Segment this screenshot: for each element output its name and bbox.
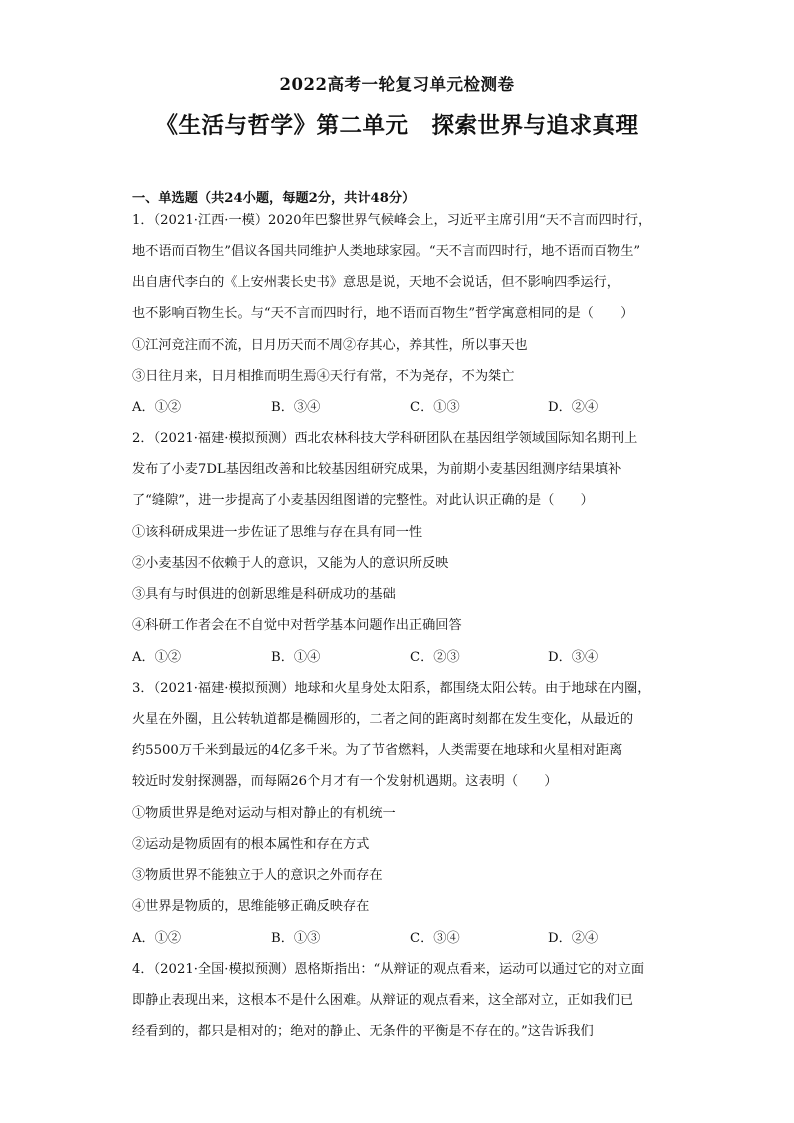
q2-line-1: 2．（2021·福建·模拟预测）西北农林科技大学科研团队在基因组学领域国际知名期刊上: [132, 431, 638, 446]
q1-line-6: ③日往月来，日月相推而明生焉④天行有常，不为尧存，不为桀亡: [132, 369, 515, 384]
q2-line-7: ④科研工作者会在不自觉中对哲学基本问题作出正确回答: [132, 618, 462, 633]
q2-option-d: D．③④: [548, 650, 599, 665]
q2-option-c: C．②③: [410, 650, 460, 665]
q1-line-1: 1．（2021·江西·一模）2020年巴黎世界气候峰会上，习近平主席引用“天不言而四时行，: [132, 213, 652, 228]
q3-option-c: C．③④: [410, 931, 460, 946]
q1-line-2: 地不语而百物生”倡议各国共同维护人类地球家园。“天不言而四时行，地不语而百物生”: [132, 244, 641, 259]
q3-line-3: 约5500万千米到最远的4亿多千米。为了节省燃料，人类需要在地球和火星相对距离: [132, 743, 623, 758]
q2-line-3: 了“缝隙”，进一步提高了小麦基因组图谱的完整性。对此认识正确的是（ ）: [132, 493, 594, 508]
q3-option-b: B．①③: [271, 931, 321, 946]
q3-option-d: D．②④: [548, 931, 599, 946]
exam-subtitle: 《生活与哲学》第二单元 探索世界与追求真理: [155, 113, 639, 139]
q3-line-1: 3．（2021·福建·模拟预测）地球和火星身处太阳系，都围绕太阳公转。由于地球在内圈，: [132, 681, 651, 696]
q2-line-2: 发布了小麦7DL基因组改善和比较基因组研究成果，为前期小麦基因组测序结果填补: [132, 462, 622, 477]
q3-line-5: ①物质世界是绝对运动与相对静止的有机统一: [132, 806, 396, 821]
q2-line-5: ②小麦基因不依赖于人的意识，又能为人的意识所反映: [132, 556, 449, 571]
q1-option-a: A．①②: [132, 400, 182, 415]
q3-line-2: 火星在外圈，且公转轨道都是椭圆形的，二者之间的距离时刻都在发生变化，从最近的: [132, 712, 634, 727]
q2-options: [132, 649, 672, 667]
q3-options: [132, 930, 672, 948]
q1-option-c: C．①③: [410, 400, 460, 415]
q4-line-3: 经看到的，都只是相对的；绝对的静止、无条件的平衡是不存在的。”这告诉我们: [132, 1024, 594, 1039]
q3-line-8: ④世界是物质的，思维能够正确反映存在: [132, 899, 370, 914]
q1-line-3: 出自唐代李白的《上安州裴长史书》意思是说，天地不会说话，但不影响四季运行，: [132, 275, 620, 290]
q1-line-5: ①江河竞注而不流，日月历天而不周②存其心，养其性，所以事天也: [132, 338, 528, 353]
q2-option-a: A．①②: [132, 650, 182, 665]
q3-line-7: ③物质世界不能独立于人的意识之外而存在: [132, 868, 383, 883]
q2-line-4: ①该科研成果进一步佐证了思维与存在具有同一性: [132, 525, 423, 540]
q3-option-a: A．①②: [132, 931, 182, 946]
exam-title: 2022高考一轮复习单元检测卷: [279, 75, 515, 94]
q4-line-2: 即静止表现出来，这根本不是什么困难。从辩证的观点看来，这全部对立，正如我们已: [132, 993, 634, 1008]
q3-line-4: 较近时发射探测器，而每隔26个月才有一个发射机遇期。这表明（ ）: [132, 774, 558, 789]
q1-option-d: D．②④: [548, 400, 599, 415]
q2-line-6: ③具有与时俱进的创新思维是科研成功的基础: [132, 587, 396, 602]
section-heading: 一、单选题（共24小题，每题2分，共计48分）: [132, 191, 416, 206]
q1-options: [132, 399, 672, 417]
q2-option-b: B．①④: [271, 650, 321, 665]
q1-option-b: B．③④: [271, 400, 321, 415]
q4-line-1: 4．（2021·全国·模拟预测）恩格斯指出：“从辩证的观点看来，运动可以通过它的对立面: [132, 962, 645, 977]
q3-line-6: ②运动是物质固有的根本属性和存在方式: [132, 837, 370, 852]
q1-line-4: 也不影响百物生长。与“天不言而四时行，地不语而百物生”哲学寓意相同的是（ ）: [132, 306, 634, 321]
